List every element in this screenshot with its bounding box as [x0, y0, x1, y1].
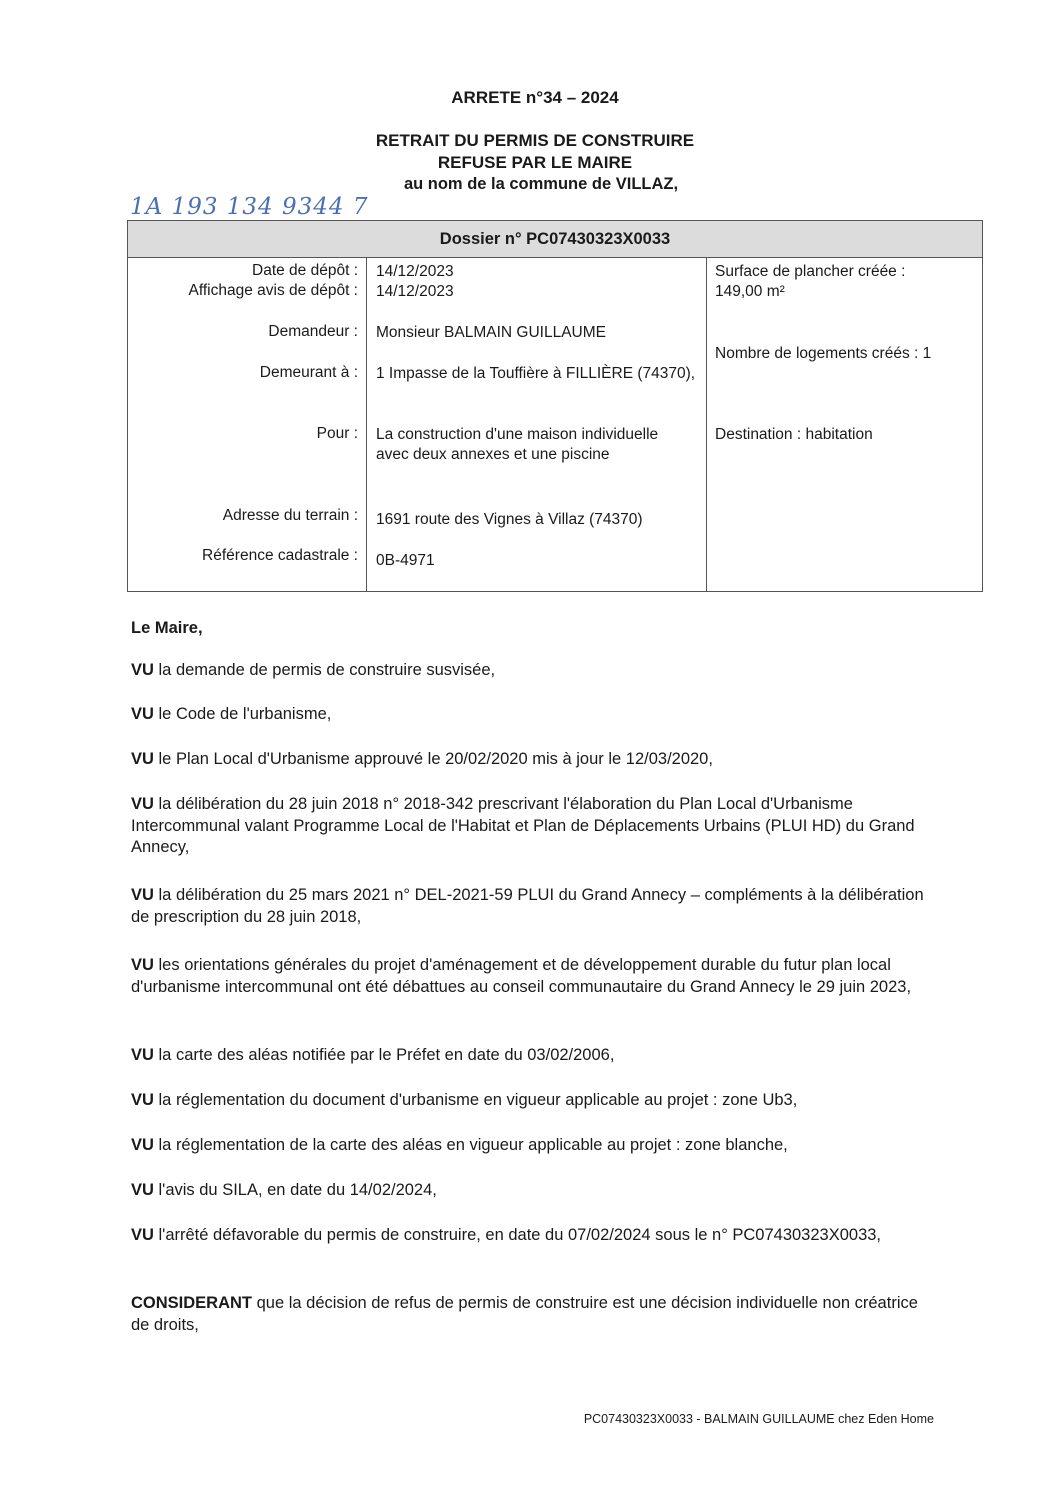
vu-paragraph: VU la délibération du 28 juin 2018 n° 2018-342 prescrivant l'élaboration du Plan Local d'Urbanisme Intercommunal valant Programme Local de l'Habitat et Plan de Déplacements Urbains (PLUI HD) du Grand Annecy,: [131, 795, 915, 856]
subtitle-line-3: au nom de la commune de VILLAZ,: [403, 175, 679, 193]
label-pour: Pour :: [316, 425, 358, 442]
column-divider-1: [366, 258, 367, 591]
arrete-title: ARRETE n°34 – 2024: [451, 88, 619, 107]
vu-paragraph: VU l'avis du SILA, en date du 14/02/2024,: [131, 1181, 437, 1199]
label-reference: Référence cadastrale :: [202, 547, 358, 564]
vu-paragraph: VU l'arrêté défavorable du permis de construire, en date du 07/02/2024 sous le n° PC07430323X0033,: [131, 1226, 882, 1244]
value-adresse: 1691 route des Vignes à Villaz (74370): [376, 511, 643, 528]
vu-paragraph: VU le Code de l'urbanisme,: [131, 705, 332, 723]
vu-paragraph: VU les orientations générales du projet d'aménagement et de développement durable du futur plan local d'urbanisme intercommunal ont été débattues au conseil communautaire du Grand Annecy le 29 juin 2023,: [131, 956, 912, 996]
label-adresse: Adresse du terrain :: [222, 507, 358, 524]
vu-paragraph: VU la demande de permis de construire susvisée,: [131, 661, 496, 679]
value-logements: Nombre de logements créés : 1: [715, 345, 932, 362]
dossier-title: Dossier n° PC07430323X0033: [128, 221, 982, 258]
value-destination: Destination : habitation: [715, 426, 873, 443]
label-demandeur: Demandeur :: [268, 323, 358, 340]
vu-paragraph: VU la carte des aléas notifiée par le Préfet en date du 03/02/2006,: [131, 1046, 615, 1064]
vu-paragraph: VU la réglementation du document d'urbanisme en vigueur applicable au projet : zone Ub3,: [131, 1091, 798, 1109]
vu-paragraph: VU la réglementation de la carte des aléas en vigueur applicable au projet : zone blanche,: [131, 1136, 788, 1154]
label-demeurant: Demeurant à :: [259, 364, 358, 381]
label-date-depot: Date de dépôt :: [252, 262, 358, 279]
le-maire: Le Maire,: [131, 619, 203, 637]
vu-paragraph: VU le Plan Local d'Urbanisme approuvé le 20/02/2020 mis à jour le 12/03/2020,: [131, 750, 713, 768]
value-date-depot: 14/12/2023: [376, 263, 454, 280]
value-demeurant: 1 Impasse de la Touffière à FILLIÈRE (74370),: [376, 365, 696, 382]
value-surface: Surface de plancher créée : 149,00 m²: [715, 263, 906, 300]
considerant-paragraph: CONSIDERANT que la décision de refus de permis de construire est une décision individuelle non créatrice de droits,: [131, 1294, 918, 1334]
page-footer: PC07430323X0033 - BALMAIN GUILLAUME chez Eden Home: [583, 1412, 934, 1426]
handwritten-tracking-number: 1A 193 134 9344 7: [130, 194, 369, 220]
subtitle-line-1: RETRAIT DU PERMIS DE CONSTRUIRE: [375, 131, 695, 150]
value-demandeur: Monsieur BALMAIN GUILLAUME: [376, 324, 606, 341]
vu-paragraph: VU la délibération du 25 mars 2021 n° DEL-2021-59 PLUI du Grand Annecy – compléments à la délibération de prescription du 28 juin 2018,: [131, 886, 924, 926]
value-pour: La construction d'une maison individuelle avec deux annexes et une piscine: [376, 426, 659, 463]
column-divider-2: [706, 258, 707, 591]
dossier-box: [127, 220, 983, 592]
value-affichage: 14/12/2023: [376, 283, 454, 300]
label-affichage: Affichage avis de dépôt :: [188, 282, 358, 299]
subtitle-line-2: REFUSE PAR LE MAIRE: [437, 153, 633, 172]
value-reference: 0B-4971: [376, 552, 435, 569]
